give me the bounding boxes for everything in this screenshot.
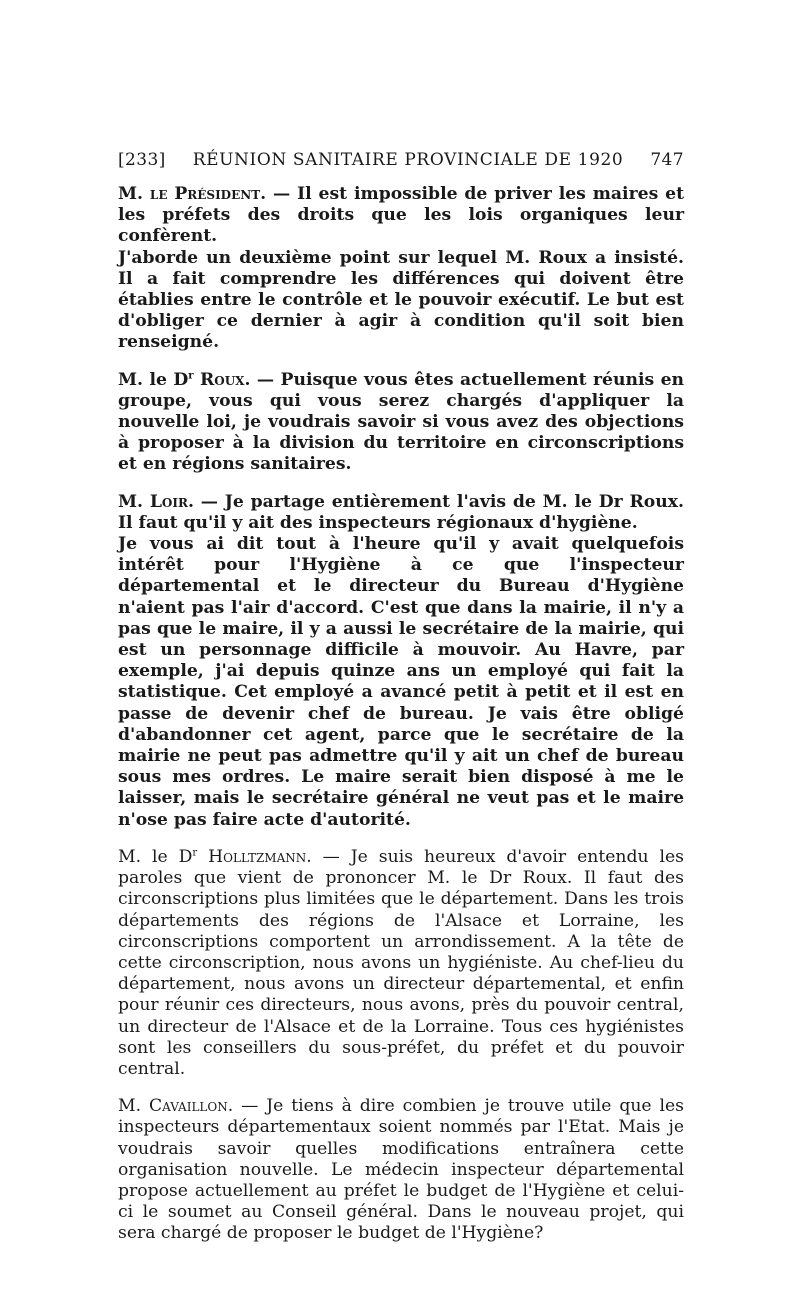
speech-paragraph bbox=[118, 184, 684, 248]
speaker-name: Roux. bbox=[199, 369, 251, 390]
speech-loir bbox=[118, 492, 684, 831]
speech-holltzmann bbox=[118, 847, 684, 1080]
paragraph-text: Je tiens à dire combien je trouve utile que les inspecteurs départementaux soient nommés par l'Etat. Mais je voudrais savoir quelles modifications entraînera cette organisation nouvelle. Le médecin inspecteur départemental propose actuellement au préfet le budget de l'Hygiène et celui-ci le soumet au Conseil général. Dans le nouveau projet, qui sera chargé de proposer le budget de l'Hygiène? bbox=[118, 1096, 684, 1244]
speaker-name: M. Loir. bbox=[118, 491, 194, 512]
dash: — bbox=[200, 491, 225, 512]
speech-paragraph bbox=[118, 1096, 684, 1244]
speech-paragraph bbox=[118, 248, 684, 354]
header-title: RÉUNION SANITAIRE PROVINCIALE DE 1920 bbox=[192, 150, 624, 170]
paragraph-text: Puisque vous êtes actuellement réunis en groupe, vous qui vous serez chargés d'appliquer la nouvelle loi, je voudrais savoir si vous avez des objections à proposer à la division du territoire en circonscriptions et en régions sanitaires. bbox=[118, 369, 685, 475]
running-head bbox=[118, 150, 684, 170]
speaker-superscript: r bbox=[188, 369, 194, 381]
speaker-name: Holltzmann. bbox=[208, 846, 312, 867]
speech-roux bbox=[118, 370, 684, 476]
speech-paragraph bbox=[118, 370, 684, 476]
speaker-name: M. Cavaillon. bbox=[118, 1096, 234, 1117]
paragraph-text: Je partage entièrement l'avis de M. le Dr Roux. Il faut qu'il y ait des inspecteurs régionaux d'hygiène. bbox=[118, 491, 685, 533]
book-page bbox=[118, 150, 684, 1261]
header-page-number: 747 bbox=[650, 150, 684, 170]
speech-paragraph bbox=[118, 534, 684, 831]
dash: — bbox=[273, 184, 298, 204]
header-page-ref: [233] bbox=[118, 150, 166, 170]
paragraph-text: Il est impossible de priver les maires et les préfets des droits que les lois organiques leur confèrent. bbox=[118, 184, 685, 247]
paragraph-text: J'aborde un deuxième point sur lequel M. Roux a insisté. Il a fait comprendre les différences qui doivent être établies entre le contrôle et le pouvoir exécutif. Le but est d'obliger ce dernier à agir à condition qu'il soit bien renseigné. bbox=[118, 247, 684, 353]
speech-paragraph bbox=[118, 492, 684, 534]
dash: — bbox=[256, 369, 281, 390]
speaker-prefix: M. le D bbox=[118, 846, 193, 867]
paragraph-text: Je vous ai dit tout à l'heure qu'il y avait quelquefois intérêt pour l'Hygiène à ce que l'inspecteur départemental et le directeur du Bureau d'Hygiène n'aient pas l'air d'accord. C'est que dans la mairie, il n'y a pas que le maire, il y a aussi le secrétaire de la mairie, qui est un personnage difficile à mouvoir. Au Havre, par exemple, j'ai depuis quinze ans un employé qui fait la statistique. Cet employé a avancé petit à petit et il est en passe de devenir chef de bureau. Je vais être obligé d'abandonner cet agent, parce que le secrétaire de la mairie ne peut pas admettre qu'il y ait un chef de bureau sous mes ordres. Le maire serait bien disposé à me le laisser, mais le secrétaire général ne veut pas et le maire n'ose pas faire acte d'autorité. bbox=[118, 534, 684, 830]
speaker-prefix: M. le D bbox=[118, 369, 189, 390]
dash: — bbox=[241, 1096, 267, 1117]
speech-cavaillon bbox=[118, 1096, 684, 1244]
speech-paragraph bbox=[118, 847, 684, 1080]
paragraph-text: Je suis heureux d'avoir entendu les paroles que vient de prononcer M. le Dr Roux. Il faut des circonscriptions plus limitées que le département. Dans les trois départements des régions de l'Alsace et Lorraine, les circonscriptions comportent un arrondissement. A la tête de cette circonscription, nous avons un hygiéniste. Au chef-lieu du département, nous avons un directeur départemental, et enfin pour réunir ces directeurs, nous avons, près du pouvoir central, un directeur de l'Alsace et de la Lorraine. Tous ces hygiénistes sont les conseillers du sous-préfet, du préfet et du pouvoir central. bbox=[118, 846, 684, 1079]
speaker-name: M. le Président. bbox=[118, 184, 267, 204]
dash: — bbox=[322, 846, 351, 867]
speaker-superscript: r bbox=[192, 847, 198, 859]
speech-president bbox=[118, 184, 684, 354]
